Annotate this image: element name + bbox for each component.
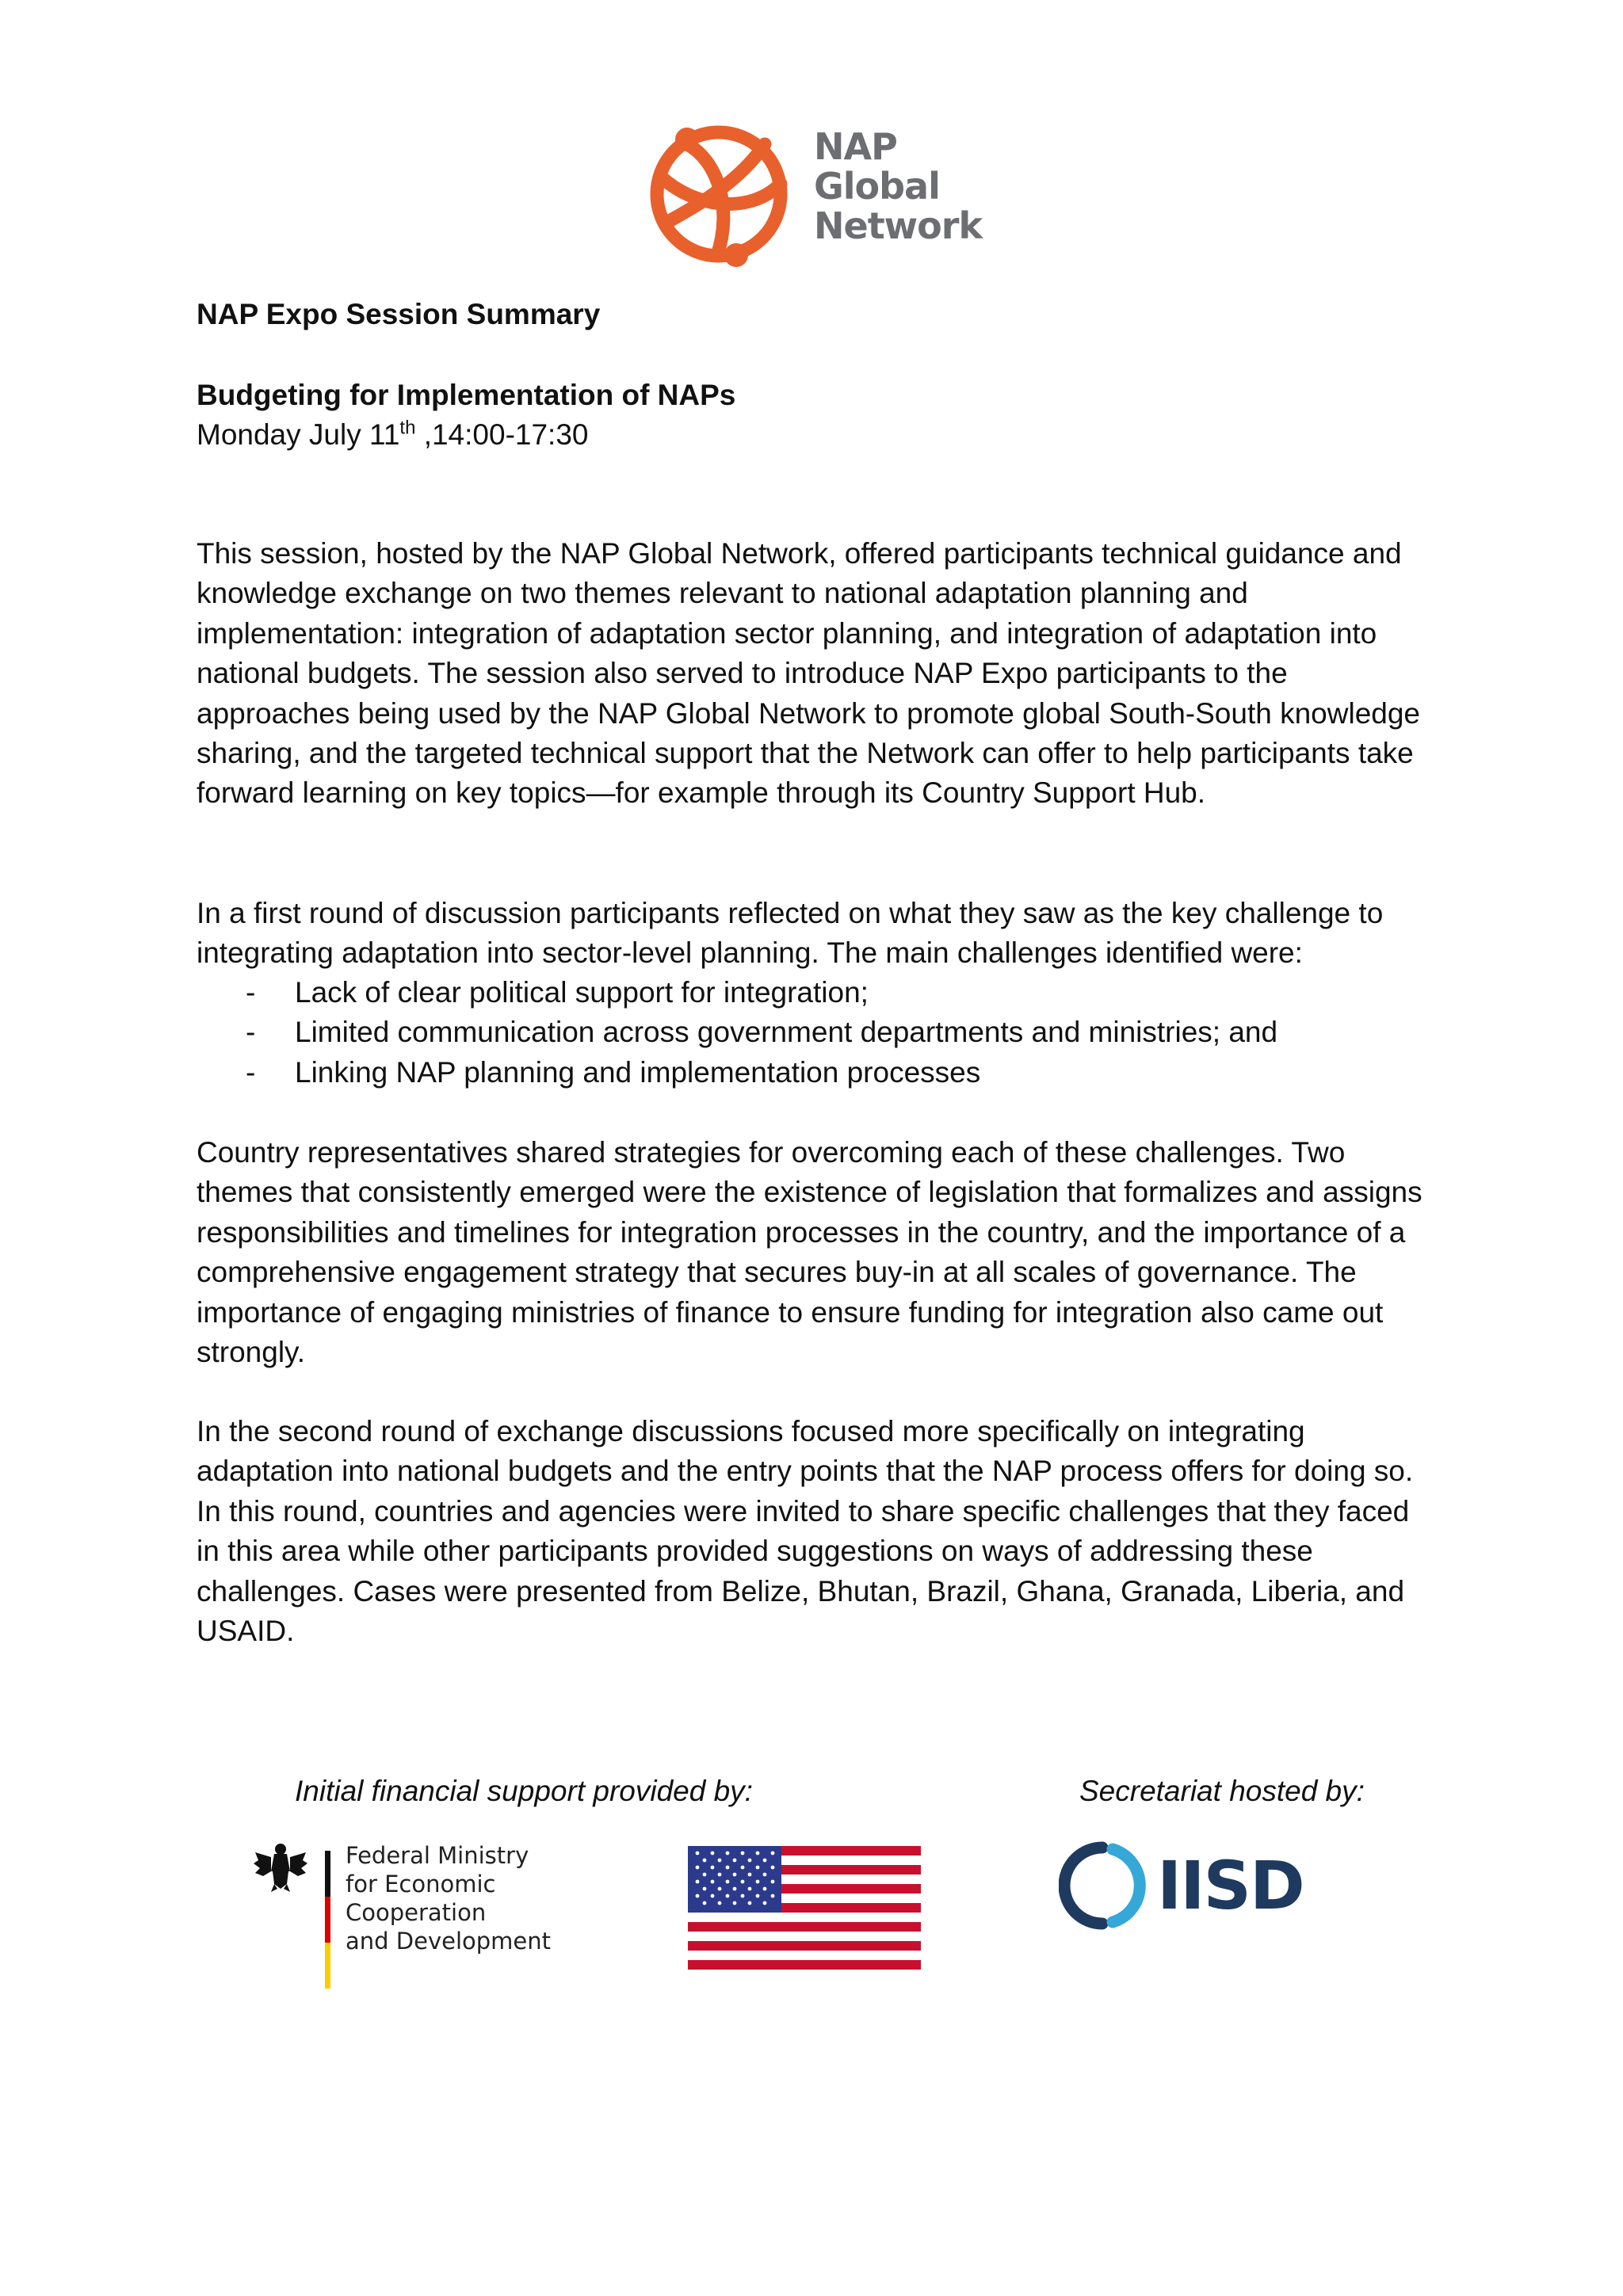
- bmz-wordmark: [346, 1841, 617, 1955]
- iisd-wordmark: IISD: [1157, 1847, 1304, 1924]
- challenges-list: [197, 973, 1433, 1093]
- iisd-ring-icon: [1059, 1838, 1154, 1933]
- paragraph-first-round: In a first round of discussion participants reflected on what they saw as the key challenge to integrating adaptation into sector-level planning. The main challenges identified were:: [197, 897, 1384, 970]
- eagle-icon: [252, 1840, 339, 1990]
- bmz-line-2: for Economic Cooperation: [346, 1871, 496, 1926]
- financial-support-label: Initial financial support provided by:: [295, 1775, 753, 1807]
- date-prefix: Monday July 11: [197, 418, 400, 451]
- logo-line-1: NAP: [814, 125, 897, 168]
- list-item-text: Lack of clear political support for integration;: [295, 976, 869, 1009]
- bmz-line-1: Federal Ministry: [346, 1842, 529, 1869]
- paragraph-intro: This session, hosted by the NAP Global Network, offered participants technical guidance and knowledge exchange on two themes relevant to national adaptation planning and implementation: integration of adaptation sector planning, and integration of adaptation into national budgets. The session also served to introduce NAP Expo participants to the approaches being used by the NAP Global Network to promote global South-South knowledge sharing, and the targeted technical support that the Network can offer to help participants take forward learning on key topics—for example through its Country Support Hub.: [197, 537, 1421, 810]
- nap-global-network-logo: [638, 113, 1010, 275]
- date-suffix: ,14:00-17:30: [415, 418, 589, 451]
- logo-wordmark: [814, 127, 982, 246]
- paragraph-strategies: Country representatives shared strategies for overcoming each of these challenges. Two themes that consistently emerged were the existence of legislation that formalizes and assigns responsibilities and timelines for integration processes in the country, and the importance of a comprehensive engagement strategy that secures buy-in at all scales of governance. The importance of engaging ministries of finance to ensure funding for integration also came out strongly.: [197, 1136, 1423, 1369]
- list-item: [197, 1013, 1433, 1052]
- list-item: [197, 973, 1433, 1013]
- session-date: [197, 415, 588, 455]
- list-item-text: Limited communication across government departments and ministries; and: [295, 1016, 1278, 1049]
- bullet-dash: -: [246, 1055, 256, 1089]
- document-title: Budgeting for Implementation of NAPs: [197, 379, 736, 411]
- logo-line-2: Global: [814, 165, 940, 208]
- secretariat-label: Secretariat hosted by:: [1079, 1775, 1365, 1807]
- bullet-dash: -: [246, 1016, 256, 1049]
- list-item-text: Linking NAP planning and implementation processes: [295, 1055, 981, 1089]
- globe-icon: [638, 113, 800, 275]
- bmz-line-3: and Development: [346, 1928, 552, 1955]
- document-heading: NAP Expo Session Summary: [197, 298, 601, 330]
- bullet-dash: -: [246, 976, 256, 1009]
- date-superscript: th: [399, 417, 416, 439]
- iisd-logo: [1059, 1838, 1336, 1933]
- us-flag-logo: [688, 1846, 921, 1970]
- paragraph-second-round: In the second round of exchange discussions focused more specifically on integrating adaptation into national budgets and the entry points that the NAP process offers for doing so. In this round, countries and agencies were invited to share specific challenges that they faced in this area while other participants provided suggestions on ways of addressing these challenges. Cases were presented from Belize, Bhutan, Brazil, Ghana, Granada, Liberia, and USAID.: [197, 1415, 1414, 1648]
- bmz-logo: [252, 1840, 617, 1990]
- logo-line-3: Network: [814, 204, 983, 247]
- list-item: [197, 1053, 1433, 1093]
